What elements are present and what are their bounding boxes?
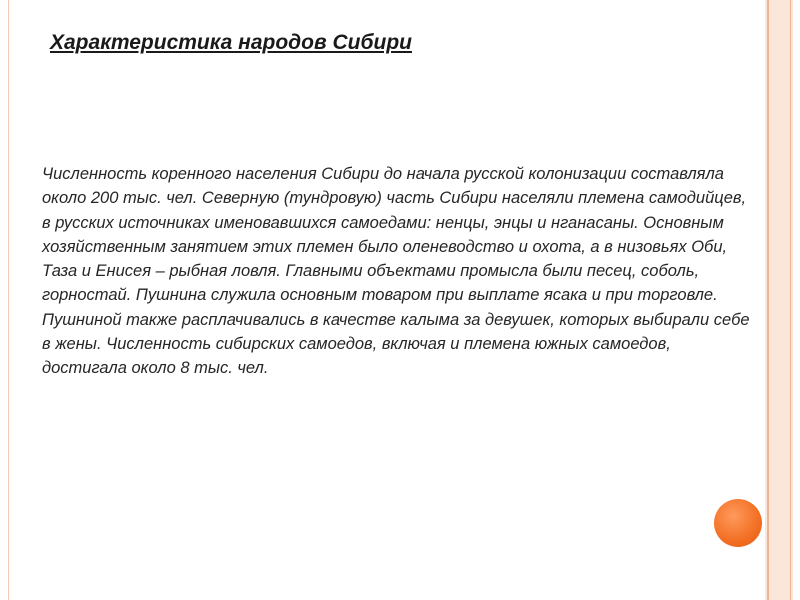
frame-right-band: [765, 0, 793, 600]
orange-circle-decoration: [714, 499, 762, 547]
slide-body-text: Численность коренного населения Сибири до начала русской колонизации составляла около 200 тыс. чел. Северную (тундровую) часть Сибири населяли племена самодийцев, в русских источниках именовавшихся самоедами: ненцы, энцы и нганасаны. Основным хозяйственным занятием этих племен было оленеводство и охота, а в низовьях Оби, Таза и Енисея – рыбная ловля. Главными объектами промысла были песец, соболь, горностай. Пушнина служила основным товаром при выплате ясака и при торговле. Пушниной также расплачивались в качестве калыма за девушек, которых выбирали себе в жены. Численность сибирских самоедов, включая и племена южных самоедов, достигала около 8 тыс. чел.: [42, 165, 750, 378]
frame-right-line: [767, 0, 769, 600]
frame-left-line: [8, 0, 9, 600]
slide-title: Характеристика народов Сибири: [50, 31, 412, 54]
frame-right-line: [790, 0, 791, 600]
